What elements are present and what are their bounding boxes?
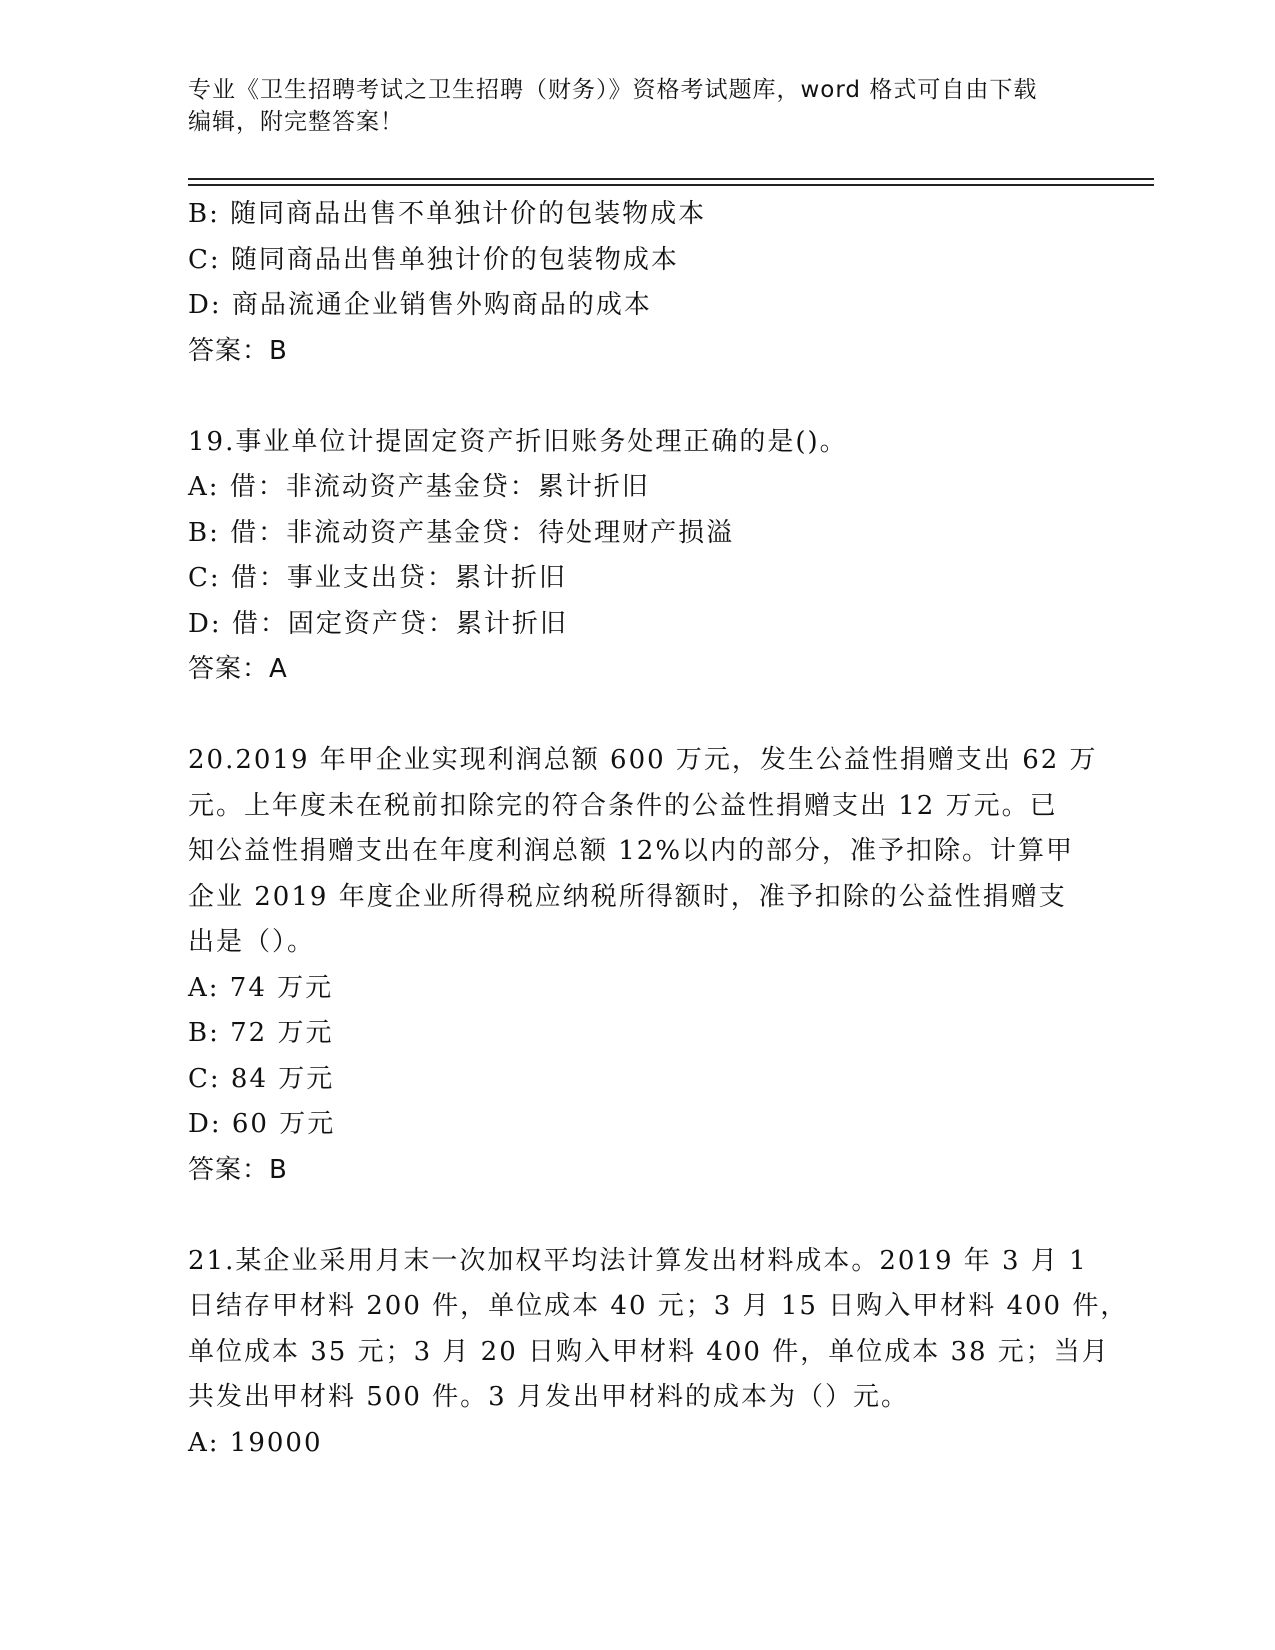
q19-option-c: C: 借：事业支出贷：累计折旧	[188, 563, 567, 593]
q21-question-line: 日结存甲材料 200 件，单位成本 40 元；3 月 15 日购入甲材料 400 件，	[188, 1291, 1129, 1321]
spacer	[188, 1193, 1088, 1239]
q20-option-d: D: 60 万元	[188, 1109, 336, 1139]
question-21	[188, 1239, 1129, 1467]
q18-option-d: D: 商品流通企业销售外购商品的成本	[188, 290, 652, 320]
spacer	[188, 374, 1088, 420]
q21-question-line: 21.某企业采用月末一次加权平均法计算发出材料成本。2019 年 3 月 1	[188, 1245, 1088, 1276]
q18-answer: 答案：B	[188, 335, 288, 366]
q20-question-line: 知公益性捐赠支出在年度利润总额 12%以内的部分，准予扣除。计算甲	[188, 836, 1075, 866]
q20-question-line: 企业 2019 年度企业所得税应纳税所得额时，准予扣除的公益性捐赠支	[188, 881, 1067, 912]
q20-question-line: 20.2019 年甲企业实现利润总额 600 万元，发生公益性捐赠支出 62 万	[188, 745, 1098, 775]
q20-option-b: B: 72 万元	[188, 1018, 334, 1048]
header-rule-bottom	[188, 184, 1154, 186]
q18-option-b: B: 随同商品出售不单独计价的包装物成本	[188, 199, 707, 229]
question-18	[188, 192, 1088, 374]
q21-option-a: A: 19000	[188, 1427, 323, 1458]
q20-question-line: 元。上年度未在税前扣除完的符合条件的公益性捐赠支出 12 万元。已	[188, 790, 1058, 821]
header-rule-top	[188, 178, 1154, 180]
q20-question-line: 出是（）。	[188, 927, 316, 957]
document-header	[188, 74, 1088, 138]
header-line-1: 专业《卫生招聘考试之卫生招聘（财务）》资格考试题库，word 格式可自由下载	[188, 77, 1038, 103]
q21-question-line: 单位成本 35 元；3 月 20 日购入甲材料 400 件，单位成本 38 元；当月	[188, 1336, 1110, 1367]
q18-option-c: C: 随同商品出售单独计价的包装物成本	[188, 244, 679, 275]
q19-option-a: A: 借：非流动资产基金贷：累计折旧	[188, 472, 650, 502]
q20-answer: 答案：B	[188, 1154, 288, 1185]
question-20	[188, 738, 1098, 1193]
q19-question: 19.事业单位计提固定资产折旧账务处理正确的是()。	[188, 426, 848, 457]
q19-option-b: B: 借：非流动资产基金贷：待处理财产损溢	[188, 517, 735, 548]
q19-option-d: D: 借：固定资产贷：累计折旧	[188, 608, 568, 639]
question-content	[188, 192, 1129, 1466]
spacer	[188, 693, 1088, 739]
question-19	[188, 420, 1088, 693]
header-line-2: 编辑，附完整答案！	[188, 109, 404, 135]
q20-option-a: A: 74 万元	[188, 972, 334, 1003]
q20-option-c: C: 84 万元	[188, 1063, 335, 1094]
q19-answer: 答案：A	[188, 654, 288, 684]
q21-question-line: 共发出甲材料 500 件。3 月发出甲材料的成本为（）元。	[188, 1382, 909, 1412]
